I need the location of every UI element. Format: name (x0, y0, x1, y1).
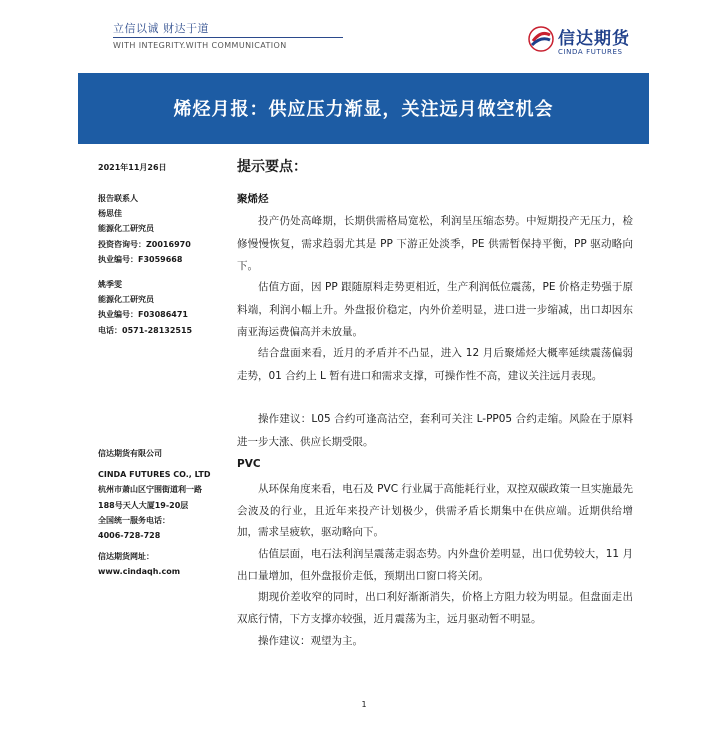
company-address-1: 杭州市萧山区宁围街道利一路 (98, 485, 202, 495)
paragraph: 从环保角度来看，电石及 PVC 行业属于高能耗行业，双控双碳政策一旦实施最先会波及的行业，且近年来投产计划极少，供需矛盾长期集中在供应端。近期供给增加，需求呈疲软，驱动略向下。 (237, 483, 633, 538)
slogan-en: WITH INTEGRITY.WITH COMMUNICATION (113, 41, 287, 50)
key-points-heading: 提示要点： (237, 159, 307, 175)
company-logo (528, 24, 648, 62)
paragraph: 期现价差收窄的同时，出口利好渐渐消失，价格上方阻力较为明显。但盘面走出双底行情，下方支撑亦较强，近月震荡为主，远月驱动暂不明显。 (237, 591, 633, 625)
analyst-name: 杨思佳 (98, 209, 122, 219)
cinda-logo-icon (528, 26, 554, 52)
logo-text-en: CINDA FUTURES (558, 48, 623, 56)
report-date: 2021年11月26日 (98, 163, 167, 172)
analyst-phone: 电话：0571-28132515 (98, 325, 193, 335)
title-banner (78, 73, 649, 144)
analyst-name: 姚季雯 (98, 280, 122, 289)
analyst-license: 执业编号：F03086471 (98, 310, 188, 320)
company-info (98, 446, 210, 580)
section-title-polyolefin: 聚烯烃 (237, 193, 269, 205)
paragraph: 操作建议：L05 合约可逢高沽空，套利可关注 L-PP05 合约走缩。风险在于原料进一步大涨、供应长期受限。 (237, 413, 633, 448)
contact-label: 报告联系人 (98, 194, 138, 203)
logo-text: 信达期货 (558, 29, 630, 49)
slogan-cn: 立信以诚 财达于道 (113, 22, 209, 35)
company-name-en: CINDA FUTURES CO., LTD (98, 470, 211, 480)
section-title-pvc: PVC (237, 458, 261, 470)
paragraph: 估值方面，因 PP 跟随原料走势更相近，生产利润低位震荡，PE 价格走势强于原料端，利润小幅上升。外盘报价稳定，内外价差明显，进口进一步缩减，出口却因东南亚海运费偏高并未放量。 (237, 281, 633, 338)
website-url: www.cindaqh.com (98, 567, 181, 577)
slogan-divider (113, 37, 343, 38)
analyst-dept: 能源化工研究员 (98, 224, 154, 234)
company-address-2: 188号天人大厦19-20层 (98, 500, 189, 510)
paragraph: 结合盘面来看，近月的矛盾并不凸显，进入 12 月后聚烯烃大概率延续震荡偏弱走势，01 合约上 L 暂有进口和需求支撑，可操作性不高，建议关注远月表现。 (237, 347, 633, 382)
page-number: 1 (361, 700, 367, 709)
analyst-qualification: 投资咨询号：Z0016970 (98, 239, 191, 249)
hotline-number: 4006-728-728 (98, 530, 161, 540)
analyst-dept: 能源化工研究员 (98, 295, 154, 305)
paragraph: 操作建议：观望为主。 (258, 635, 363, 647)
website-label: 信达期货网址： (98, 552, 154, 562)
analyst-block-2 (98, 277, 192, 338)
hotline-label: 全国统一服务电话： (98, 515, 170, 525)
paragraph: 估值层面，电石法利润呈震荡走弱态势。内外盘价差明显，出口优势较大，11 月出口量增加，但外盘报价走低，预期出口窗口将关闭。 (237, 548, 633, 582)
analyst-block-1 (98, 191, 191, 267)
analyst-license: 执业编号：F3059668 (98, 254, 183, 264)
paragraph: 投产仍处高峰期，长期供需格局宽松，利润呈压缩态势。中短期投产无压力，检修慢慢恢复，需求趋弱尤其是 PP 下游正处淡季，PE 供需暂保持平衡，PP 驱动略向下。 (237, 215, 633, 272)
report-title: 烯烃月报：供应压力渐显，关注远月做空机会 (173, 99, 554, 120)
company-name: 信达期货有限公司 (98, 449, 162, 458)
